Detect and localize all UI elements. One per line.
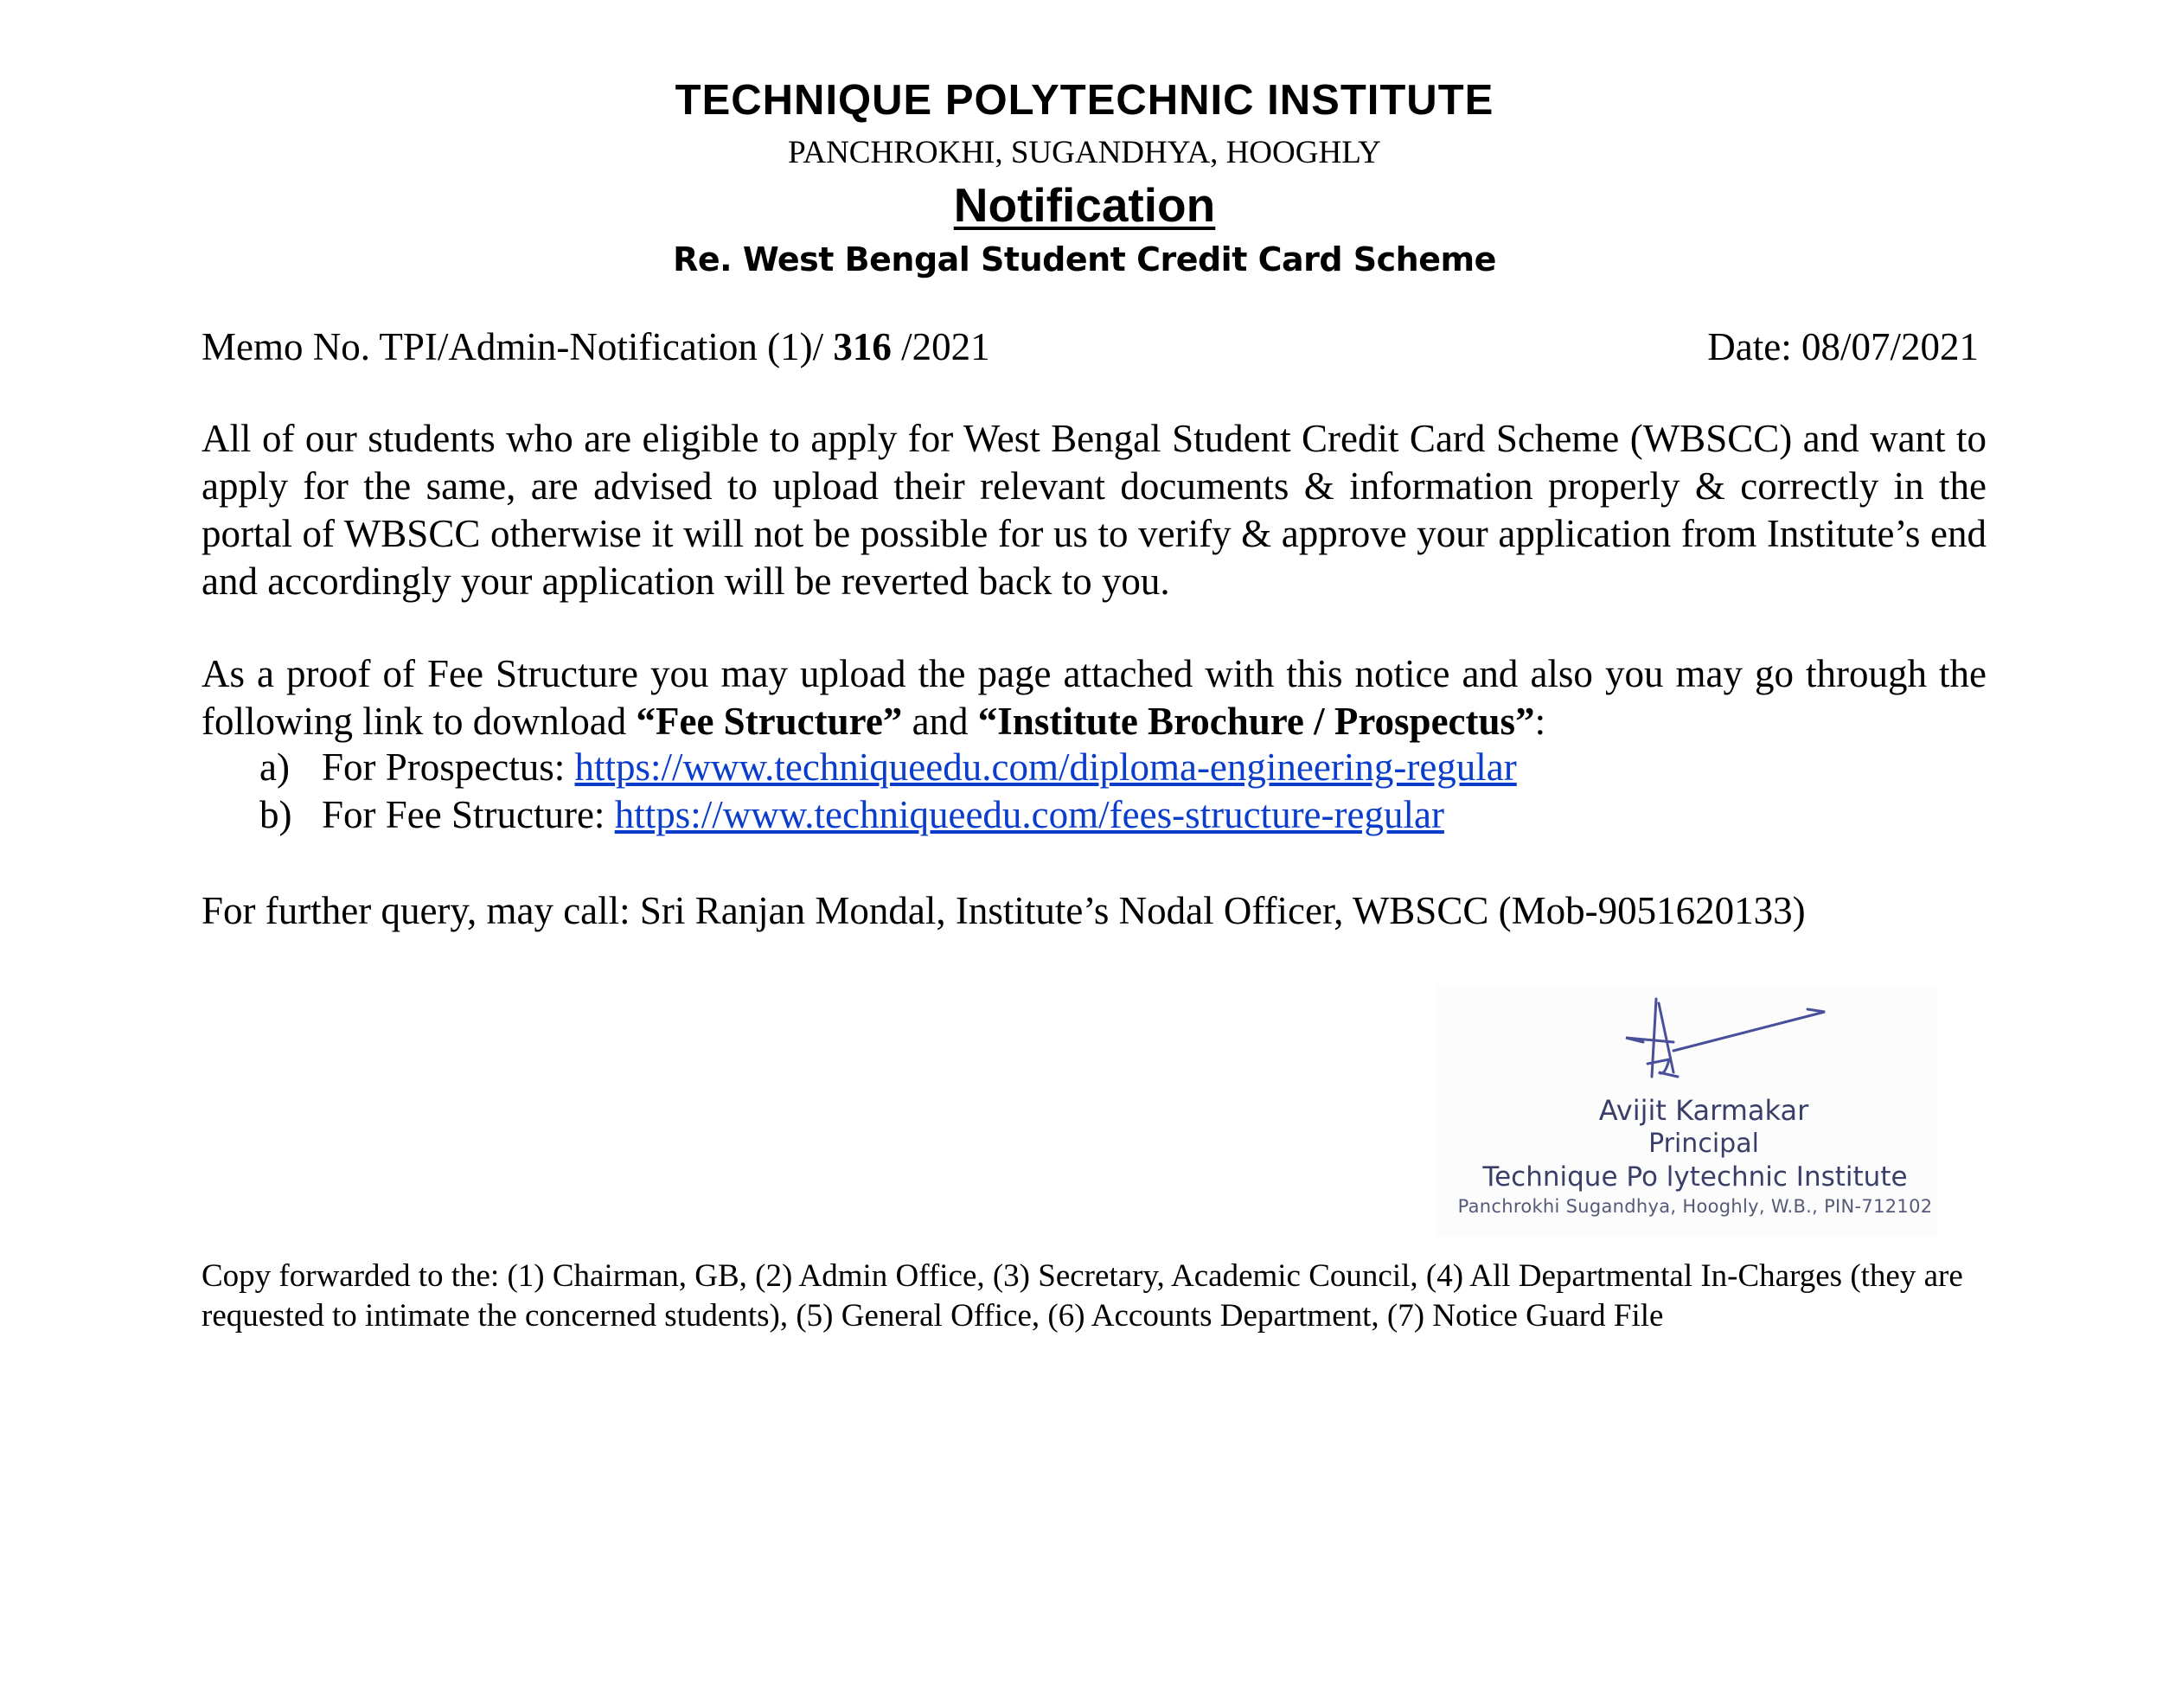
stamp-institute: Technique Po lytechnic Institute: [1482, 1161, 1908, 1193]
memo-number: [202, 324, 990, 369]
link-list: [259, 744, 1517, 839]
prospectus-link[interactable]: https://www.techniqueedu.com/diploma-engineering-regular: [574, 745, 1517, 789]
institute-name: TECHNIQUE POLYTECHNIC INSTITUTE: [675, 77, 1494, 124]
memo-suffix: /2021: [891, 325, 990, 368]
memo-prefix: Memo No. TPI/Admin-Notification (1)/: [202, 325, 834, 368]
notification-title-text: Notification: [953, 178, 1216, 232]
list-marker: a): [259, 745, 290, 789]
memo-serial: 316: [833, 325, 892, 368]
signature-image: [1591, 990, 1937, 1094]
paragraph-fee-proof: [202, 650, 1987, 745]
paragraph-query-contact: For further query, may call: Sri Ranjan Mondal, Institute’s Nodal Officer, WBSCC (Mob-9051620133): [202, 889, 1806, 932]
brochure-label: “Institute Brochure / Prospectus”: [977, 700, 1535, 743]
list-item: [259, 744, 1517, 791]
paragraph-eligibility: All of our students who are eligible to apply for West Bengal Student Credit Card Scheme (WBSCC) and want to apply for the same, are advised to upload their relevant documents & information properly & correctly in the portal of WBSCC otherwise it will not be possible for us to verify & approve your application from Institute’s end and accordingly your application will be reverted back to you.: [202, 417, 1987, 603]
signatory-designation: Principal: [1648, 1129, 1759, 1159]
notification-subject: Re. West Bengal Student Credit Card Scheme: [673, 240, 1496, 278]
list-item: [259, 791, 1517, 839]
institute-address: PANCHROKHI, SUGANDHYA, HOOGHLY: [788, 135, 1381, 170]
memo-row: [202, 324, 1979, 369]
stamp-address: Panchrokhi Sugandhya, Hooghly, W.B., PIN-712102: [1457, 1196, 1933, 1217]
fee-structure-label: “Fee Structure”: [636, 700, 903, 743]
fee-structure-link-label: For Fee Structure:: [322, 793, 605, 836]
memo-date: Date: 08/07/2021: [1707, 325, 1979, 368]
list-marker: b): [259, 793, 292, 836]
and-text: and: [902, 700, 978, 743]
notification-title: [0, 177, 2169, 233]
prospectus-label: For Prospectus:: [322, 745, 566, 789]
fee-structure-link[interactable]: https://www.techniqueedu.com/fees-structure-regular: [614, 793, 1444, 836]
signatory-name: Avijit Karmakar: [1598, 1094, 1809, 1127]
signature-stamp: [1436, 986, 1937, 1237]
colon-text: :: [1534, 700, 1546, 743]
copy-forwarded: Copy forwarded to the: (1) Chairman, GB, (2) Admin Office, (3) Secretary, Academic Council, (4) All Departmental In-Charges (they are requested to intimate the concerned students), (5) General Office, (6) Accounts Department, (7) Notice Guard File: [202, 1258, 1963, 1334]
paragraph-fee-proof-text: As a proof of Fee Structure you may upload the page attached with this notice and also you may go through the following link to download: [202, 652, 1987, 743]
